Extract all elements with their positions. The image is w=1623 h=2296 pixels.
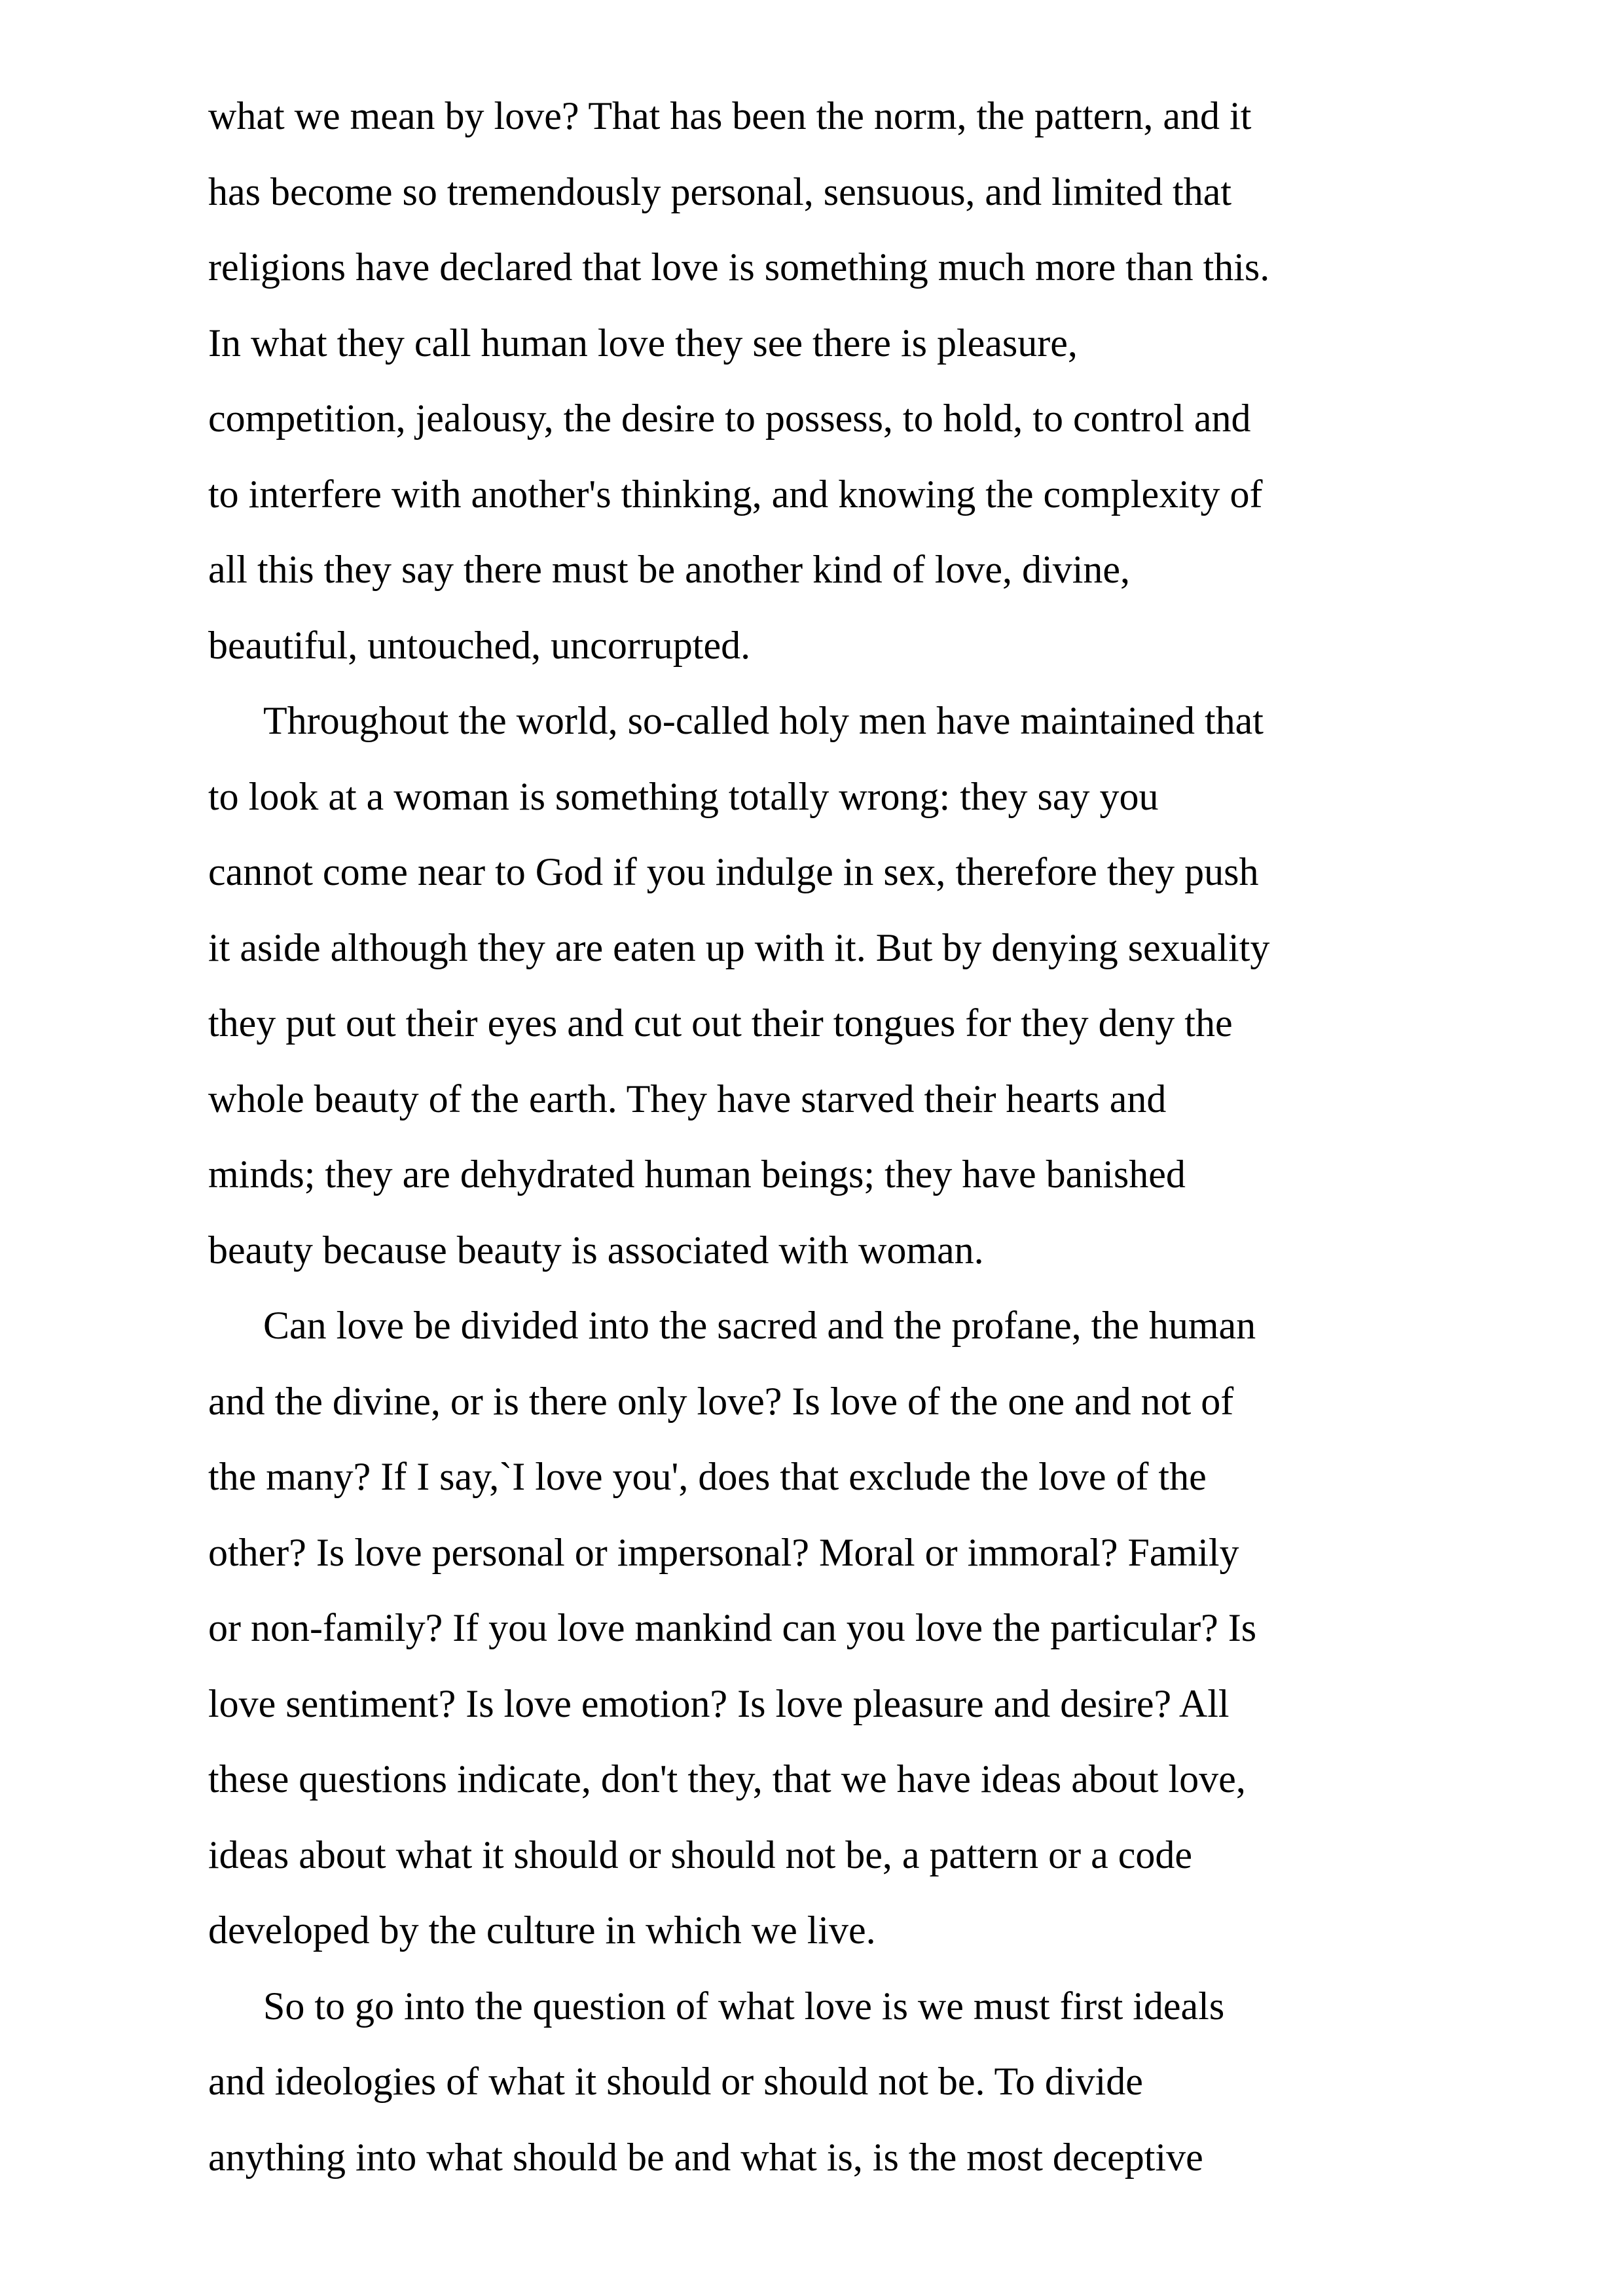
- paragraph-1-line-7: all this they say there must be another kind of love, divine,: [208, 548, 1131, 591]
- paragraph-1-line-5: competition, jealousy, the desire to possess, to hold, to control and: [208, 397, 1251, 440]
- paragraph-3-line-6: love sentiment? Is love emotion? Is love pleasure and desire? All: [208, 1681, 1230, 1725]
- paragraph-3-line-1: Can love be divided into the sacred and the profane, the human: [263, 1304, 1256, 1347]
- paragraph-4-line-2: and ideologies of what it should or should not be. To divide: [208, 2060, 1143, 2103]
- paragraph-2-line-8: beauty because beauty is associated with woman.: [208, 1228, 984, 1272]
- paragraph-2-line-7: minds; they are dehydrated human beings; they have banished: [208, 1153, 1186, 1196]
- paragraph-2-line-5: they put out their eyes and cut out their tongues for they deny the: [208, 1001, 1233, 1045]
- body-text: [208, 79, 1472, 2195]
- paragraph-1-line-4: In what they call human love they see there is pleasure,: [208, 321, 1078, 365]
- paragraph-3-line-8: ideas about what it should or should not be, a pattern or a code: [208, 1833, 1192, 1876]
- paragraph-3-line-2: and the divine, or is there only love? Is love of the one and not of: [208, 1379, 1234, 1423]
- paragraph-1-line-8: beautiful, untouched, uncorrupted.: [208, 623, 751, 667]
- paragraph-1-line-3: religions have declared that love is something much more than this.: [208, 245, 1270, 289]
- paragraph-4-line-1: So to go into the question of what love is we must first ideals: [263, 1984, 1225, 2028]
- paragraph-3-line-5: or non-family? If you love mankind can you love the particular? Is: [208, 1606, 1257, 1649]
- paragraph-2-line-3: cannot come near to God if you indulge in sex, therefore they push: [208, 850, 1259, 893]
- paragraph-3-line-9: developed by the culture in which we live.: [208, 1909, 876, 1952]
- paragraph-4-line-3: anything into what should be and what is, is the most deceptive: [208, 2135, 1203, 2179]
- paragraph-2-line-1: Throughout the world, so-called holy men have maintained that: [263, 699, 1264, 742]
- paragraph-2-line-2: to look at a woman is something totally wrong: they say you: [208, 774, 1159, 818]
- paragraph-3-line-3: the many? If I say,`I love you', does that exclude the love of the: [208, 1455, 1207, 1498]
- paragraph-2-line-6: whole beauty of the earth. They have starved their hearts and: [208, 1077, 1167, 1121]
- paragraph-1-line-1: what we mean by love? That has been the norm, the pattern, and it: [208, 94, 1252, 137]
- paragraph-1-line-6: to interfere with another's thinking, and knowing the complexity of: [208, 472, 1263, 516]
- paragraph-3-line-7: these questions indicate, don't they, that we have ideas about love,: [208, 1757, 1246, 1801]
- paragraph-2-line-4: it aside although they are eaten up with it. But by denying sexuality: [208, 925, 1270, 969]
- paragraph-1-line-2: has become so tremendously personal, sensuous, and limited that: [208, 170, 1232, 213]
- paragraph-3-line-4: other? Is love personal or impersonal? Moral or immoral? Family: [208, 1530, 1239, 1574]
